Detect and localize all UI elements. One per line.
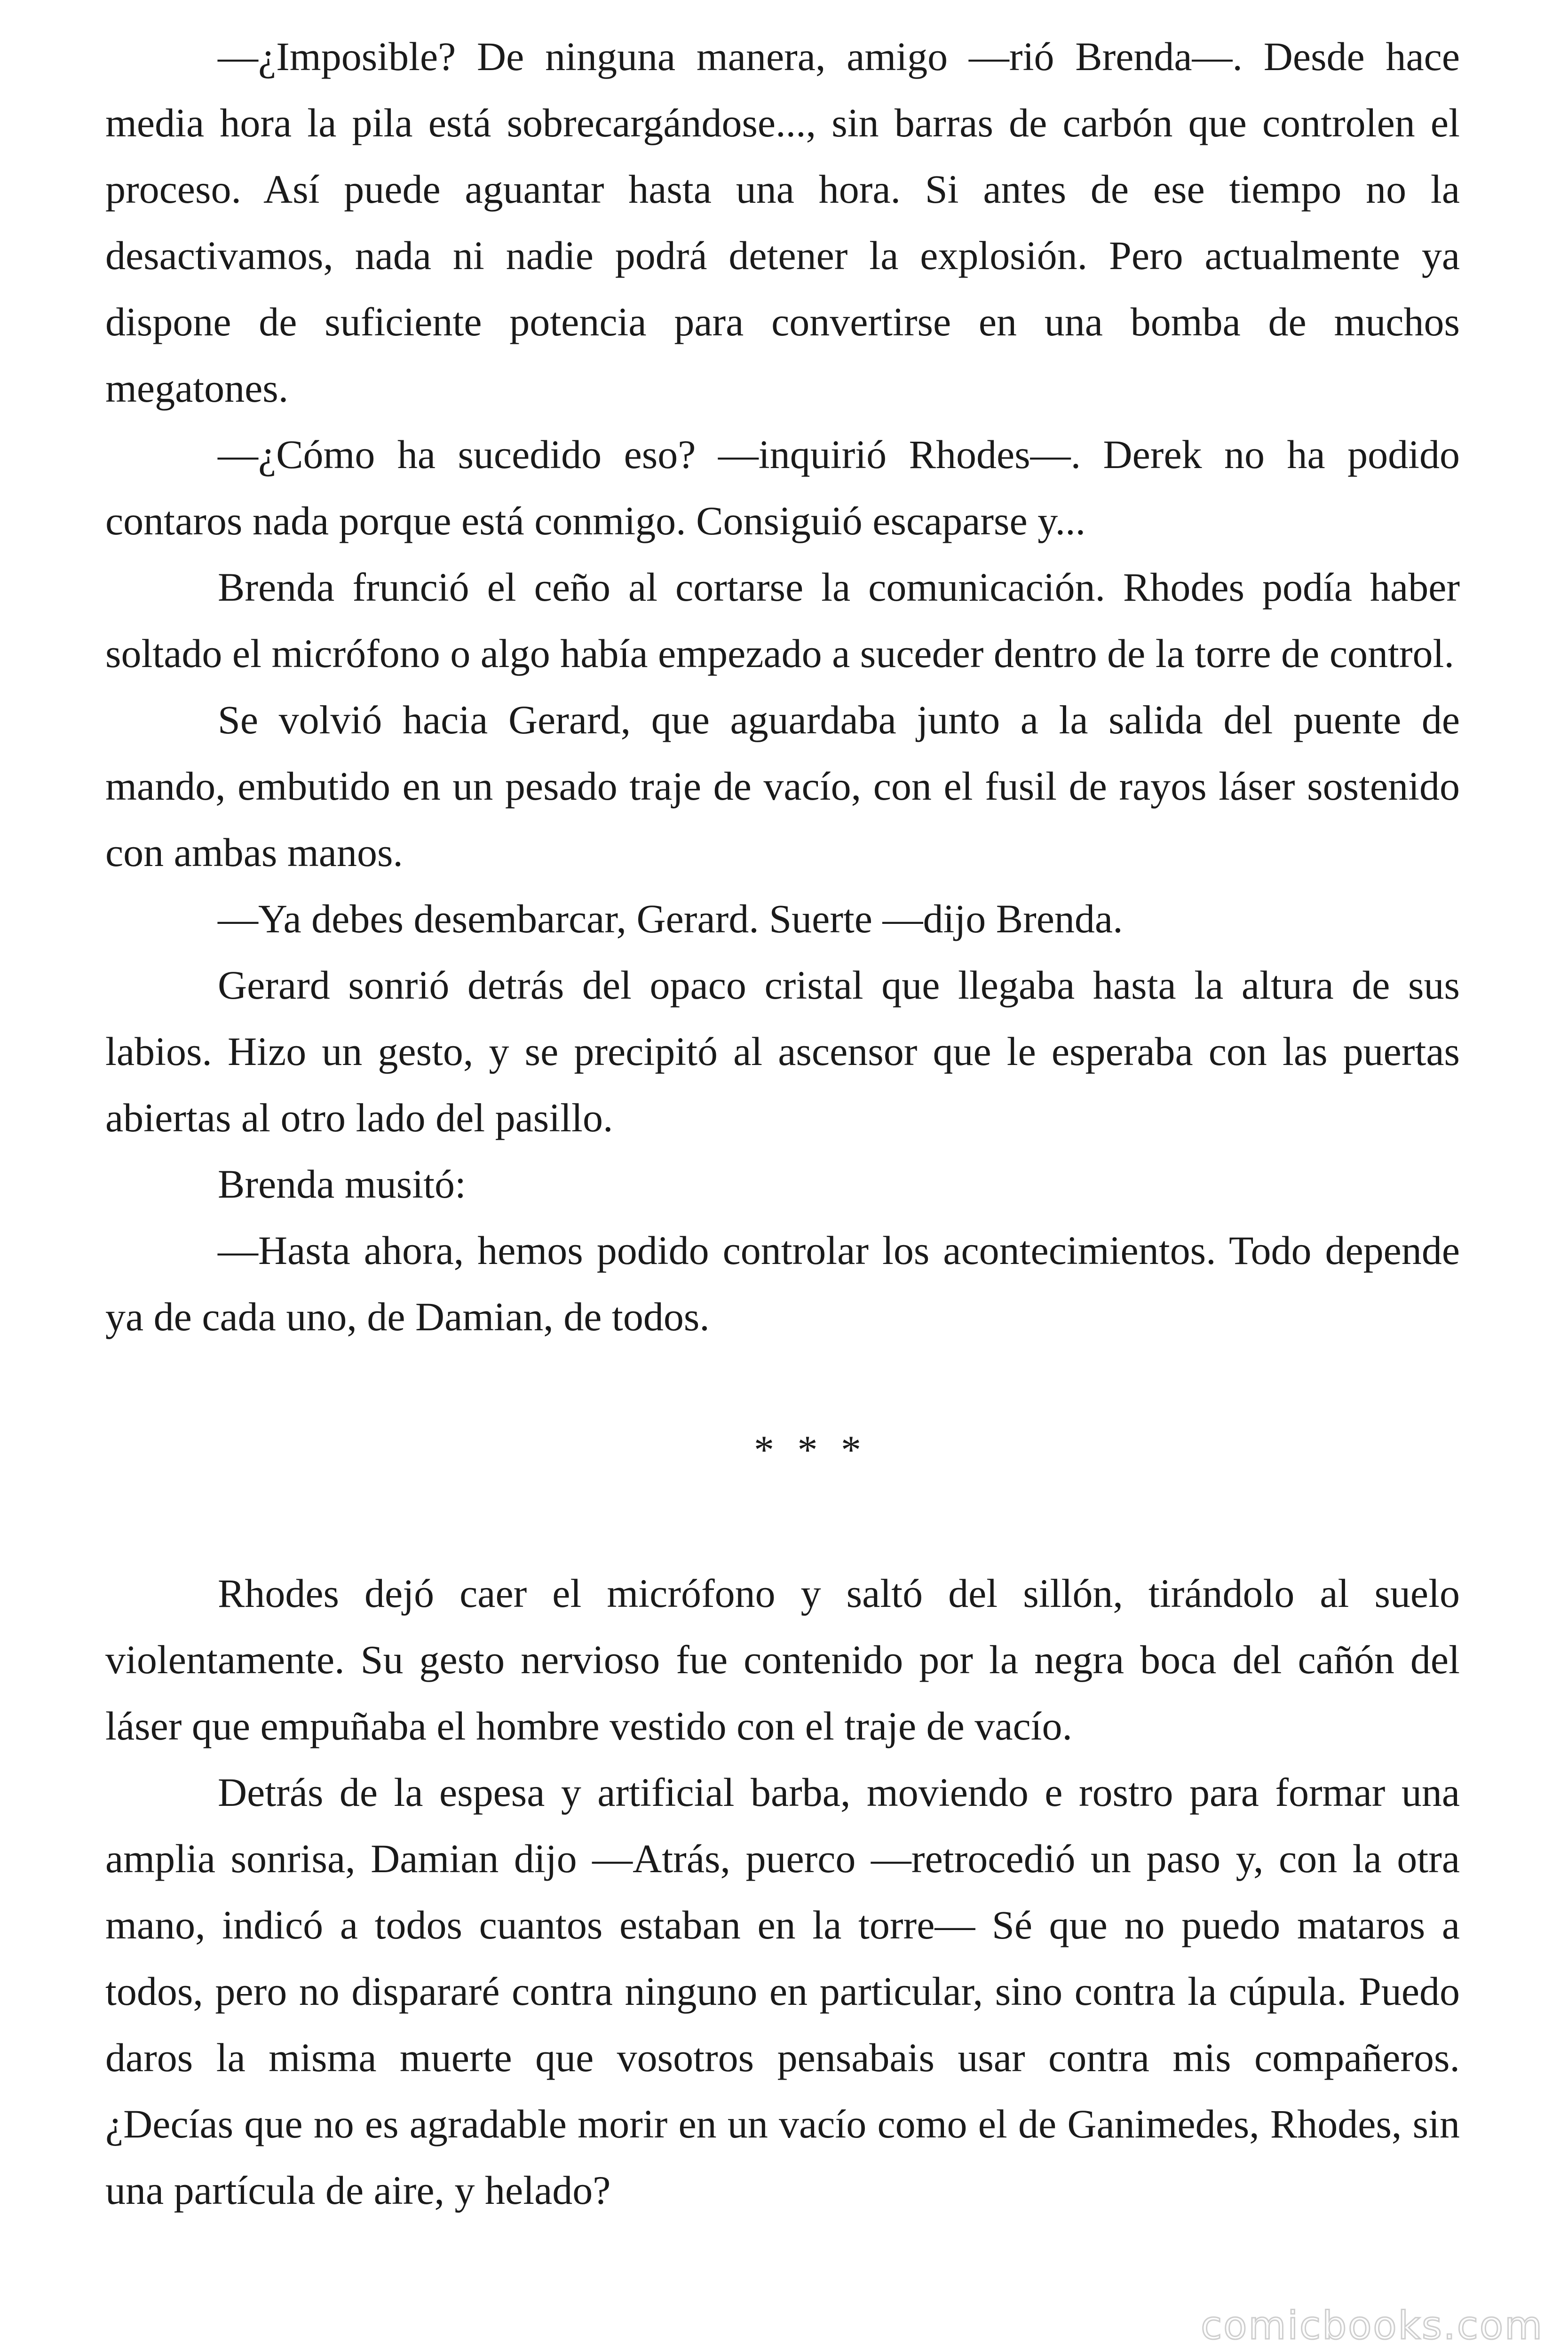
paragraph: Gerard sonrió detrás del opaco cristal que llegaba hasta la altura de sus labios. Hizo un gesto, y se precipitó al ascensor que le esperaba con las puertas abiertas al otro lado del pasillo. [105,962,1460,1140]
paragraph: —¿Imposible? De ninguna manera, amigo —rió Brenda—. Desde hace media hora la pila está sobrecargándose..., sin barras de carbón que controlen el proceso. Así puede aguantar hasta una hora. Si antes de ese tiempo no la desactivamos, nada ni nadie podrá detener la explosión. Pero actualmente ya dispone de suficiente potencia para convertirse en una bomba de muchos megatones. [105,34,1460,411]
paragraph: Brenda frunció el ceño al cortarse la comunicación. Rhodes podía haber soltado el micrófono o algo había empezado a suceder dentro de la torre de control. [105,564,1460,676]
section-separator: * * * [754,1427,868,1472]
paragraph: Rhodes dejó caer el micrófono y saltó del sillón, tirándolo al suelo violentamente. Su gesto nervioso fue contenido por la negra boca del cañón del láser que empuñaba el hombre vestido con el traje de vacío. [105,1571,1460,1748]
paragraph: —¿Cómo ha sucedido eso? —inquirió Rhodes—. Derek no ha podido contaros nada porque está conmigo. Consiguió escaparse y... [105,432,1460,543]
paragraph: Se volvió hacia Gerard, que aguardaba junto a la salida del puente de mando, embutido en un pesado traje de vacío, con el fusil de rayos láser sostenido con ambas manos. [105,697,1460,875]
paragraph: Brenda musitó: [218,1161,466,1207]
watermark-text: comicbooks.com [1201,2304,1544,2348]
book-page [105,24,1460,2224]
paragraph: —Hasta ahora, hemos podido controlar los acontecimientos. Todo depende ya de cada uno, de Damian, de todos. [105,1228,1460,1339]
paragraph: —Ya debes desembarcar, Gerard. Suerte —dijo Brenda. [218,896,1123,941]
paragraph: Detrás de la espesa y artificial barba, moviendo e rostro para formar una amplia sonrisa, Damian dijo —Atrás, puerco —retrocedió un paso y, con la otra mano, indicó a todos cuantos estaban en la torre— Sé que no puedo mataros a todos, pero no dispararé contra ninguno en particular, sino contra la cúpula. Puedo daros la misma muerte que vosotros pensabais usar contra mis compañeros. ¿Decías que no es agradable morir en un vacío como el de Ganimedes, Rhodes, sin una partícula de aire, y helado? [105,1770,1460,2213]
